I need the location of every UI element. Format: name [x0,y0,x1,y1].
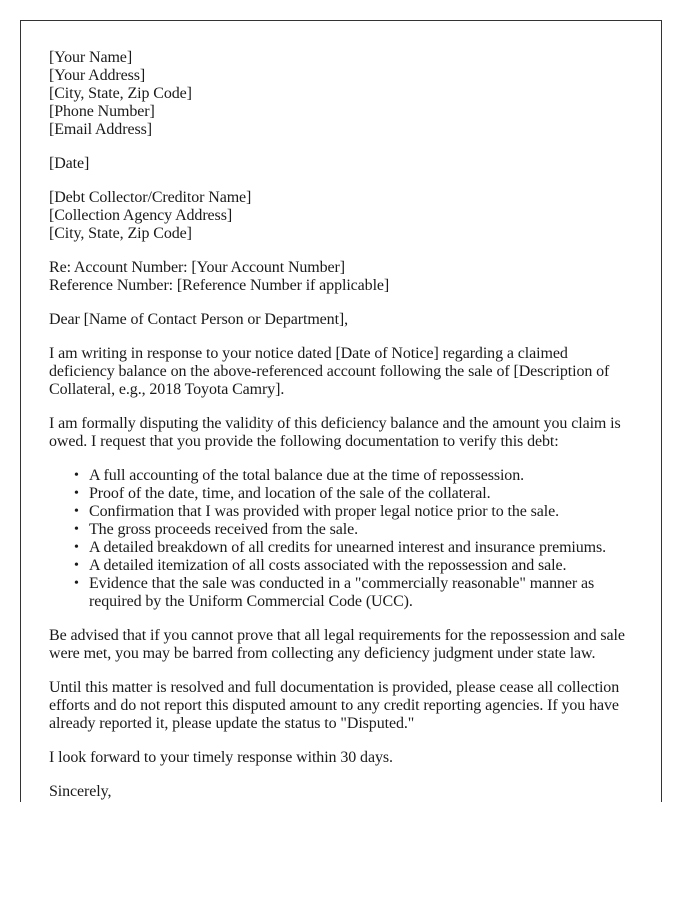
list-item-text: A full accounting of the total balance due at the time of repossession. [89,467,524,484]
sender-email: [Email Address] [49,121,152,138]
list-item [74,485,631,503]
sender-block [49,49,631,139]
sender-phone: [Phone Number] [49,103,155,120]
document-viewport [20,20,662,802]
reference-block [49,259,631,295]
warning-paragraph: Be advised that if you cannot prove that all legal requirements for the repossession and sale were met, you may be barred from collecting any deficiency judgment under state law. [49,627,625,662]
bullet-icon: • [74,522,79,537]
list-item [74,503,631,521]
list-item [74,539,631,557]
list-item [74,575,631,611]
salutation: Dear [Name of Contact Person or Department], [49,311,349,328]
list-item-text: Proof of the date, time, and location of the sale of the collateral. [89,485,491,502]
sign-off: Sincerely, [49,783,112,800]
list-item [74,521,631,539]
recipient-address: [Collection Agency Address] [49,207,233,224]
recipient-name: [Debt Collector/Creditor Name] [49,189,252,206]
list-item-text: A detailed breakdown of all credits for unearned interest and insurance premiums. [89,539,607,556]
account-number-line: Re: Account Number: [Your Account Number] [49,259,346,276]
sender-city-state-zip: [City, State, Zip Code] [49,85,192,102]
bullet-icon: • [74,576,79,591]
sender-name: [Your Name] [49,49,133,66]
list-item-text: The gross proceeds received from the sale. [89,521,359,538]
dispute-paragraph: I am formally disputing the validity of this deficiency balance and the amount you claim is owed. I request that you provide the following documentation to verify this debt: [49,415,621,450]
date-block [49,155,631,173]
list-item [74,557,631,575]
bullet-icon: • [74,540,79,555]
list-item-text: Evidence that the sale was conducted in a "commercially reasonable" manner as required by the Uniform Commercial Code (UCC). [89,575,595,610]
list-item-text: Confirmation that I was provided with proper legal notice prior to the sale. [89,503,560,520]
closing-request-paragraph: I look forward to your timely response within 30 days. [49,749,393,766]
bullet-icon: • [74,558,79,573]
bullet-icon: • [74,504,79,519]
letter-page [20,20,662,802]
bullet-icon: • [74,468,79,483]
letter-date: [Date] [49,155,90,172]
bullet-icon: • [74,486,79,501]
list-item [74,467,631,485]
reference-number-line: Reference Number: [Reference Number if applicable] [49,277,390,294]
list-item-text: A detailed itemization of all costs associated with the repossession and sale. [89,557,567,574]
cease-paragraph: Until this matter is resolved and full documentation is provided, please cease all collection efforts and do not report this disputed amount to any credit reporting agencies. If you have already reported it, please update the status to "Disputed." [49,679,620,732]
recipient-block [49,189,631,243]
recipient-city-state-zip: [City, State, Zip Code] [49,225,192,242]
documentation-request-list [49,467,631,611]
sender-address: [Your Address] [49,67,146,84]
intro-paragraph: I am writing in response to your notice dated [Date of Notice] regarding a claimed deficiency balance on the above-referenced account following the sale of [Description of Collateral, e.g., 2018 Toyota Camry]. [49,345,610,398]
